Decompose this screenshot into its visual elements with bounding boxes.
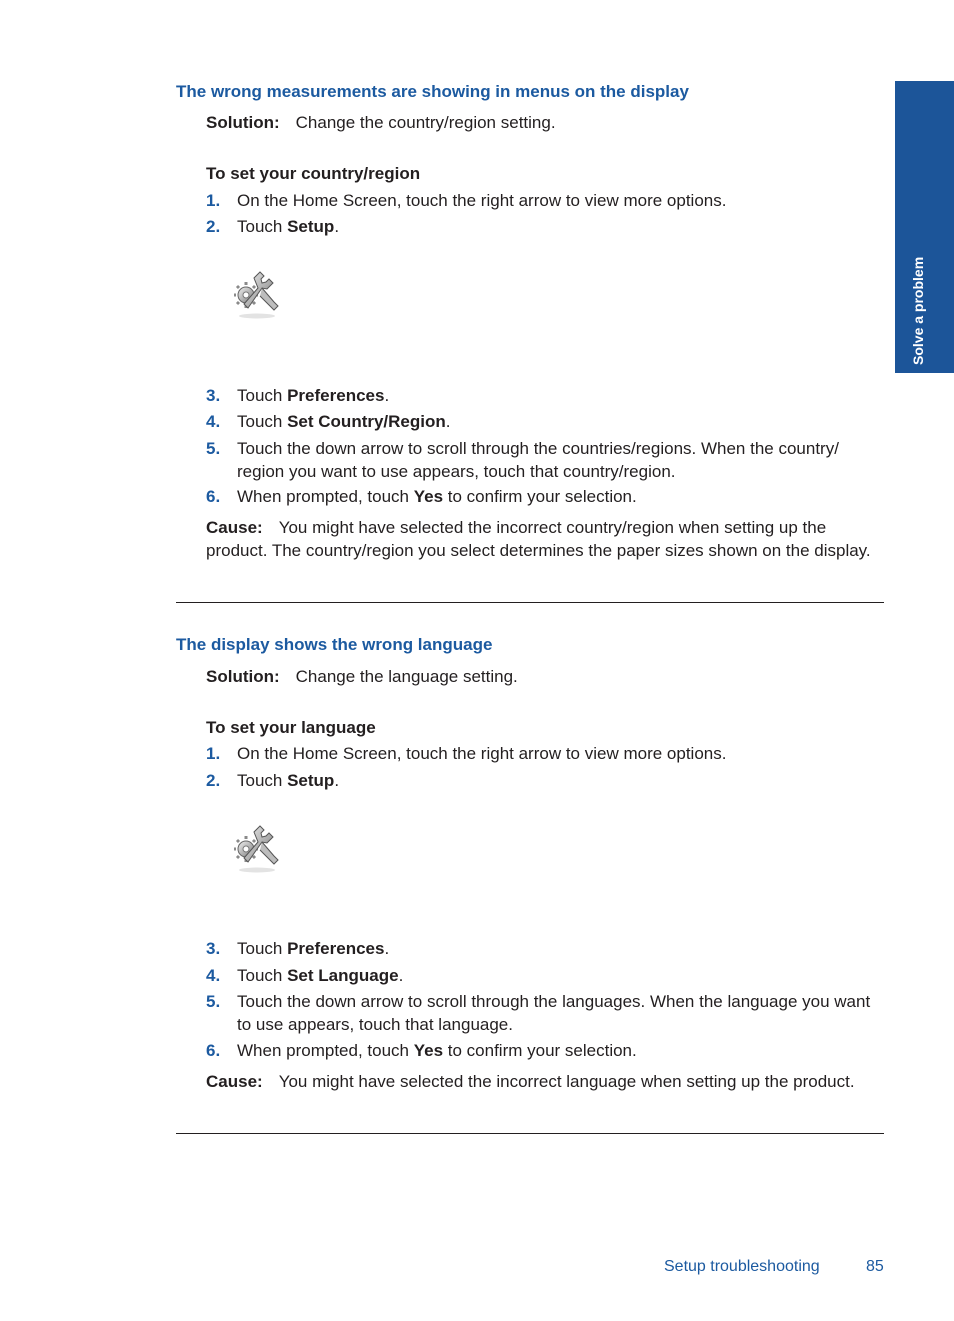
step-number: 5. <box>206 439 221 458</box>
step-text: Touch the down arrow to scroll through the countries/regions. When the country/ region you want to use appears, touch that country/region. <box>237 439 839 481</box>
step-number: 1. <box>206 191 221 210</box>
solution-label: Solution: <box>206 113 280 132</box>
cause-label: Cause: <box>206 1072 263 1091</box>
section-heading-language: The display shows the wrong language <box>176 635 493 654</box>
cause-paragraph <box>206 517 886 562</box>
section-heading-measurements: The wrong measurements are showing in menus on the display <box>176 82 689 101</box>
footer-section-name: Setup troubleshooting <box>664 1258 820 1275</box>
side-tab-label: Solve a problem <box>910 256 926 365</box>
procedure-title: To set your language <box>206 718 376 737</box>
step-text: Touch Preferences. <box>237 939 390 958</box>
step-number: 4. <box>206 412 221 431</box>
step-text: Touch the down arrow to scroll through the languages. When the language you want to use appears, touch that language. <box>237 992 871 1034</box>
step-text: Touch Set Language. <box>237 966 404 985</box>
section-divider <box>176 602 884 603</box>
step-number: 3. <box>206 939 221 958</box>
step-text: Touch Setup. <box>237 217 340 236</box>
cause-text: You might have selected the incorrect language when setting up the product. <box>278 1072 855 1091</box>
procedure-title: To set your country/region <box>206 164 421 183</box>
step-number: 2. <box>206 771 221 790</box>
cause-label: Cause: <box>206 518 263 537</box>
step-text: When prompted, touch Yes to confirm your selection. <box>237 1041 637 1060</box>
cause-paragraph <box>206 1071 886 1094</box>
setup-wrench-gear-icon <box>234 822 280 874</box>
setup-wrench-gear-icon <box>234 268 280 320</box>
solution-label: Solution: <box>206 667 280 686</box>
step-number: 5. <box>206 992 221 1011</box>
step-text: On the Home Screen, touch the right arrow to view more options. <box>237 191 727 210</box>
step-number: 2. <box>206 217 221 236</box>
step-number: 3. <box>206 386 221 405</box>
solution-text: Change the country/region setting. <box>295 113 556 132</box>
solution-text: Change the language setting. <box>295 667 518 686</box>
page-number: 85 <box>866 1258 884 1275</box>
step-number: 4. <box>206 966 221 985</box>
step-text: When prompted, touch Yes to confirm your selection. <box>237 487 637 506</box>
section-divider <box>176 1133 884 1134</box>
solution-line <box>206 112 556 134</box>
step-text: On the Home Screen, touch the right arrow to view more options. <box>237 744 727 763</box>
cause-text: You might have selected the incorrect country/region when setting up the product. The country/region you select determines the paper sizes shown on the display. <box>206 518 871 560</box>
step-text: Touch Setup. <box>237 771 340 790</box>
step-text: Touch Set Country/Region. <box>237 412 451 431</box>
step-number: 6. <box>206 1041 221 1060</box>
step-text: Touch Preferences. <box>237 386 390 405</box>
step-number: 1. <box>206 744 221 763</box>
step-number: 6. <box>206 487 221 506</box>
solution-line <box>206 666 518 688</box>
